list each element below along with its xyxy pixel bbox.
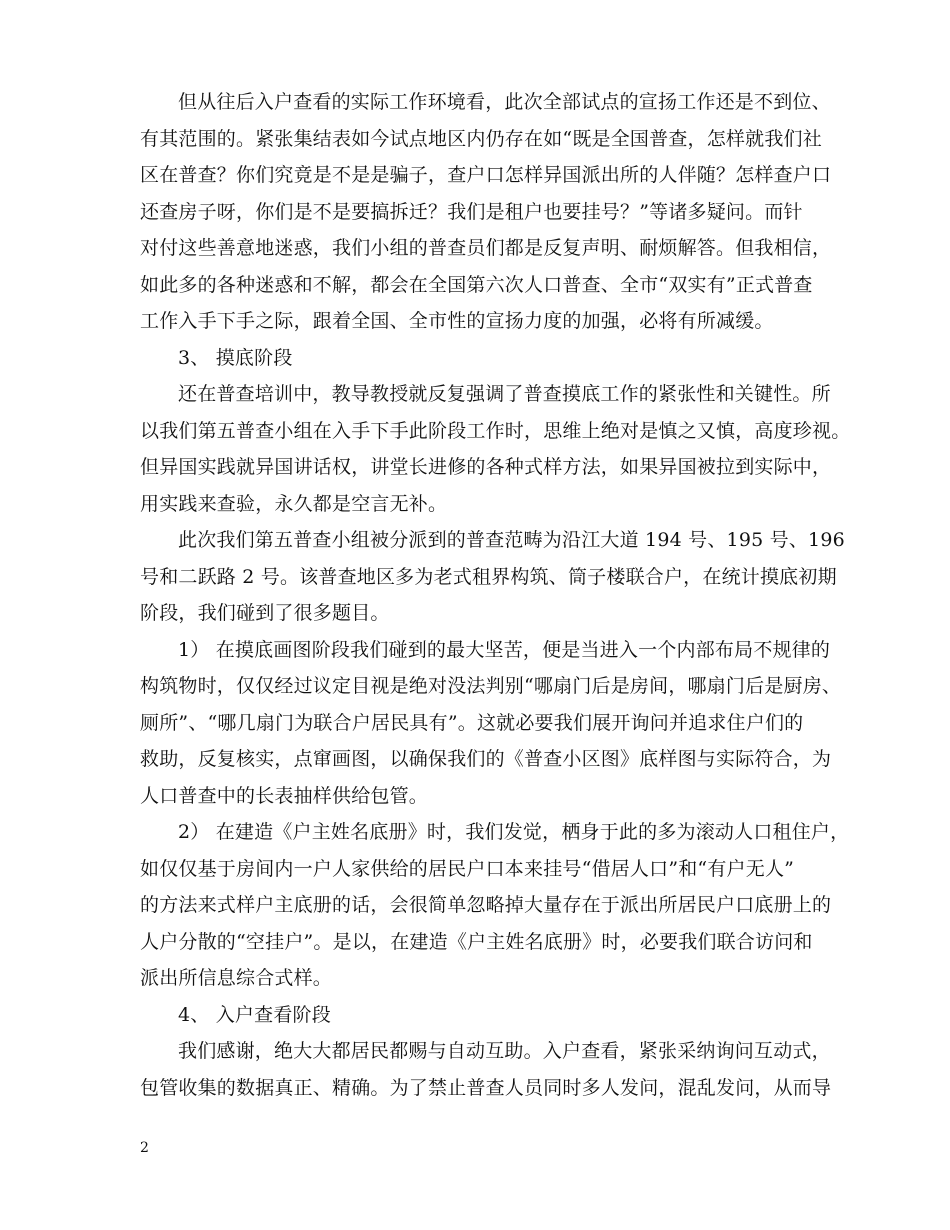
text-line: 1） 在摸底画图阶段我们碰到的最大坚苦，便是当进入一个内部布局不规律的 <box>178 638 831 661</box>
text-line: 但异国实践就异国讲话权，讲堂长进修的各种式样方法，如果异国被拉到实际中， <box>140 456 832 478</box>
document-body <box>140 84 851 1106</box>
page-number: 2 <box>140 1140 149 1156</box>
text-line: 构筑物时，仅仅经过议定目视是绝对没法判别“哪扇门后是房间，哪扇门后是厨房、 <box>140 675 842 697</box>
text-line: 派出所信息综合式样。 <box>140 967 333 989</box>
text-line: 厕所”、“哪几扇门为联合户居民具有”。这就必要我们展开询问并追求住户们的 <box>140 711 804 734</box>
text-line: 此次我们第五普查小组被分派到的普查范畴为沿江大道 194 号、195 号、196 <box>178 529 845 551</box>
text-line: 但从往后入户查看的实际工作环境看，此次全部试点的宣扬工作还是不到位、 <box>178 91 831 113</box>
text-line: 对付这些善意地迷惑，我们小组的普查员们都是反复声明、耐烦解答。但我相信， <box>140 237 832 259</box>
text-line: 包管收集的数据真正、精确。为了禁止普查人员同时多人发问，混乱发问，从而导 <box>140 1076 832 1099</box>
text-line: 3、 摸底阶段 <box>178 346 293 369</box>
text-line: 还查房子呀，你们是不是要搞拆迁？我们是租户也要挂号？”等诸多疑问。而针 <box>140 200 803 223</box>
text-line: 还在普查培训中，教导教授就反复强调了普查摸底工作的紧张性和关键性。所 <box>178 383 831 405</box>
text-line: 有其范围的。紧张集结表如今试点地区内仍存在如“既是全国普查，怎样就我们社 <box>140 127 822 150</box>
text-line: 如仅仅基于房间内一户人家供给的居民户口本来挂号“借居人口”和“有户无人” <box>140 857 795 880</box>
text-line: 号和二跃路 2 号。该普查地区多为老式租界构筑、筒子楼联合户，在统计摸底初期 <box>140 565 837 588</box>
text-line: 如此多的各种迷惑和不解，都会在全国第六次人口普查、全市“双实有”正式普查 <box>140 273 813 296</box>
text-line: 的方法来式样户主底册的话，会很简单忽略掉大量存在于派出所居民户口底册上的 <box>140 894 832 916</box>
text-line: 我们感谢，绝大大都居民都赐与自动互助。入户查看，紧张采纳询问互动式， <box>178 1040 831 1062</box>
text-line: 人户分散的“空挂户”。是以，在建造《户主姓名底册》时，必要我们联合访问和 <box>140 930 813 953</box>
text-line: 用实践来查验，永久都是空言无补。 <box>140 492 448 515</box>
text-line: 以我们第五普查小组在入手下手此阶段工作时，思维上绝对是慎之又慎，高度珍视。 <box>140 419 851 442</box>
text-line: 阶段，我们碰到了很多题目。 <box>140 602 390 624</box>
text-line: 工作入手下手之际，跟着全国、全市性的宣扬力度的加强，必将有所减缓。 <box>140 310 774 332</box>
text-line: 4、 入户查看阶段 <box>178 1003 331 1026</box>
text-line: 2） 在建造《户主姓名底册》时，我们发觉，栖身于此的多为滚动人口租住户， <box>178 821 850 843</box>
text-line: 区在普查？你们究竟是不是是骗子，查户口怎样异国派出所的人伴随？怎样查户口 <box>140 164 832 186</box>
text-line: 救助，反复核实，点窜画图，以确保我们的《普查小区图》底样图与实际符合，为 <box>140 748 832 770</box>
text-line: 人口普查中的长表抽样供给包管。 <box>140 784 429 807</box>
